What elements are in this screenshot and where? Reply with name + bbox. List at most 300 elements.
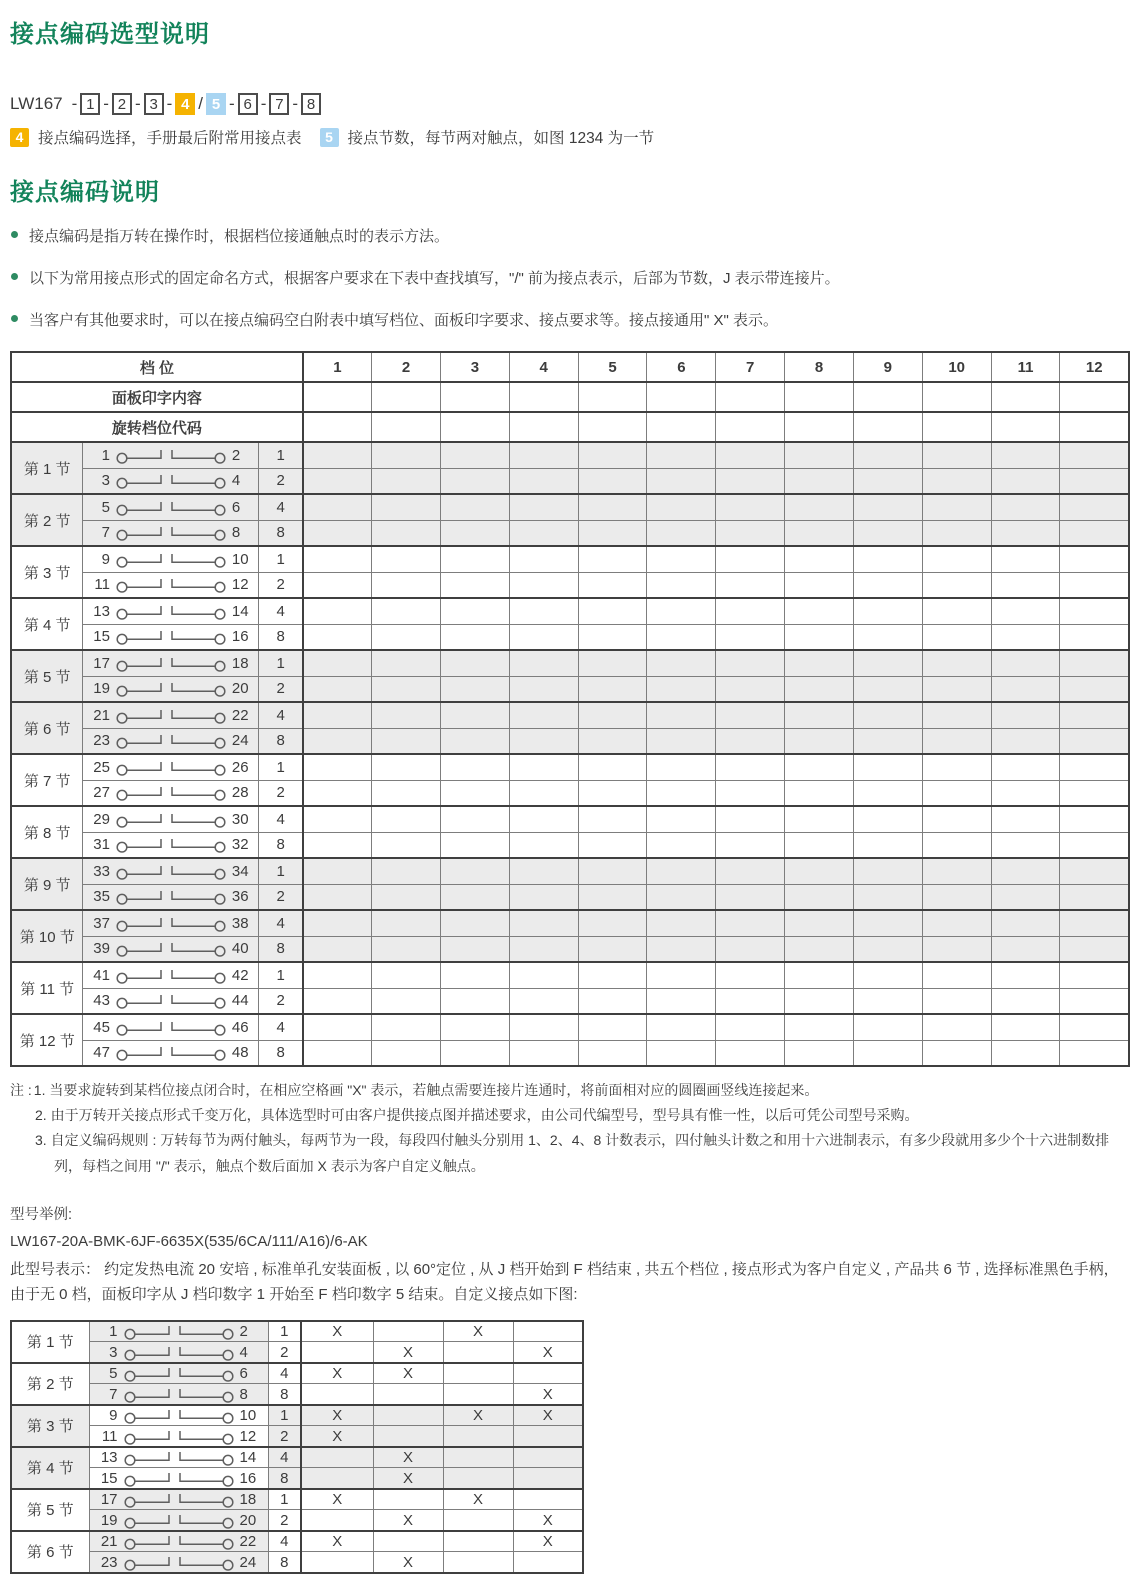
rotary-code-cell [991, 412, 1060, 442]
model-field-box-6: 6 [238, 93, 258, 115]
contact-count-code-cell: 2 [259, 468, 303, 494]
gear-cell [301, 1342, 373, 1363]
section-label: 第 12 节 [11, 1014, 83, 1066]
contact-diagram-cell [89, 1384, 268, 1405]
gear-cell [440, 910, 509, 936]
contact-diagram [83, 992, 258, 1009]
rotary-code-cell [440, 412, 509, 442]
gear-column-header: 7 [716, 352, 785, 382]
gear-cell [853, 520, 922, 546]
gear-cell [509, 780, 578, 806]
terminal-left: 35 [93, 888, 110, 906]
section-label: 第 8 节 [11, 806, 83, 858]
gear-cell [440, 546, 509, 572]
gear-cell [716, 780, 785, 806]
gear-cell [647, 598, 716, 624]
gear-cell [372, 780, 441, 806]
gear-cell [922, 650, 991, 676]
model-field-box-7: 7 [269, 93, 289, 115]
contact-diagram [90, 1554, 268, 1571]
gear-cell [372, 442, 441, 468]
gear-cell [1060, 598, 1129, 624]
contact-symbol-icon [123, 1386, 235, 1403]
rotary-code-cell [578, 412, 647, 442]
gear-cell [578, 520, 647, 546]
rotary-code-cell [922, 412, 991, 442]
gear-cell [922, 936, 991, 962]
contact-symbol-icon [115, 551, 227, 568]
gear-cell [509, 468, 578, 494]
print-cell [372, 382, 441, 412]
gear-cell [509, 910, 578, 936]
terminal-right: 48 [231, 1044, 249, 1062]
gear-cell [991, 546, 1060, 572]
gear-cell [853, 676, 922, 702]
terminal-left: 15 [100, 1469, 118, 1487]
contact-diagram [83, 1044, 258, 1061]
contact-diagram-cell [83, 884, 259, 910]
gear-cell [922, 702, 991, 728]
contact-count-code-cell: 8 [268, 1384, 301, 1405]
gear-cell [513, 1447, 583, 1468]
terminal-right: 12 [239, 1427, 257, 1445]
terminal-left: 45 [93, 1018, 110, 1036]
contact-count-code-cell: 4 [268, 1363, 301, 1384]
print-cell [785, 382, 854, 412]
rotary-code-cell [1060, 412, 1129, 442]
model-separator: - [103, 94, 109, 113]
gear-cell: X [373, 1552, 443, 1573]
gear-cell [853, 728, 922, 754]
terminal-right: 24 [231, 732, 249, 750]
page-title: 接点编码选型说明 [10, 21, 210, 48]
gear-cell [303, 442, 372, 468]
gear-cell [440, 806, 509, 832]
gear-cell [991, 936, 1060, 962]
gear-cell [922, 442, 991, 468]
gear-cell [1060, 754, 1129, 780]
print-cell [991, 382, 1060, 412]
model-field-box-1: 1 [80, 93, 100, 115]
gear-cell: X [301, 1426, 373, 1447]
contact-code-table [10, 351, 1130, 1067]
section-label: 第 6 节 [11, 1531, 89, 1573]
gear-cell [785, 728, 854, 754]
terminal-left: 25 [93, 758, 110, 776]
gear-cell [578, 546, 647, 572]
gear-cell [1060, 936, 1129, 962]
contact-count-code-cell: 2 [259, 676, 303, 702]
contact-diagram-cell [83, 780, 259, 806]
terminal-left: 37 [93, 914, 110, 932]
terminal-right: 2 [239, 1323, 248, 1341]
contact-symbol-icon [115, 603, 227, 620]
gear-cell [303, 494, 372, 520]
legend-row [10, 126, 1130, 148]
gear-cell [513, 1321, 583, 1342]
note-line [10, 1078, 1130, 1103]
gear-cell [372, 1040, 441, 1066]
contact-diagram [90, 1365, 268, 1382]
gear-cell [303, 572, 372, 598]
contact-diagram-cell [89, 1405, 268, 1426]
gear-cell [301, 1552, 373, 1573]
model-separator: / [198, 94, 204, 113]
gear-cell [372, 988, 441, 1014]
section-label: 第 4 节 [11, 598, 83, 650]
gear-cell [853, 962, 922, 988]
gear-cell [372, 832, 441, 858]
rotary-code-cell [509, 412, 578, 442]
gear-cell [443, 1363, 513, 1384]
gear-cell [578, 754, 647, 780]
print-cell [303, 382, 372, 412]
gear-cell [716, 988, 785, 1014]
model-separator: - [260, 94, 267, 113]
gear-cell [785, 572, 854, 598]
contact-diagram-cell [83, 1014, 259, 1040]
contact-diagram [90, 1386, 268, 1403]
gear-cell [303, 806, 372, 832]
gear-cell [303, 676, 372, 702]
gear-cell [303, 884, 372, 910]
gear-cell [372, 962, 441, 988]
gear-cell: X [373, 1447, 443, 1468]
terminal-left: 19 [93, 680, 110, 698]
gear-cell [785, 754, 854, 780]
contact-diagram [83, 1019, 258, 1036]
gear-cell [922, 1014, 991, 1040]
gear-cell [1060, 1014, 1129, 1040]
gear-column-header: 6 [647, 352, 716, 382]
gear-cell [440, 468, 509, 494]
gear-cell [303, 962, 372, 988]
gear-cell [647, 468, 716, 494]
gear-cell [1060, 832, 1129, 858]
terminal-left: 19 [100, 1511, 118, 1529]
rotary-code-cell [785, 412, 854, 442]
gear-cell [578, 494, 647, 520]
print-cell [922, 382, 991, 412]
gear-cell [509, 546, 578, 572]
gear-cell [1060, 910, 1129, 936]
bullet-item [10, 225, 1130, 246]
terminal-right: 14 [239, 1449, 257, 1467]
gear-cell [1060, 1040, 1129, 1066]
gear-cell [578, 1014, 647, 1040]
gear-cell [440, 728, 509, 754]
gear-cell [303, 988, 372, 1014]
gear-cell [922, 1040, 991, 1066]
gear-cell [922, 832, 991, 858]
terminal-left: 5 [109, 1365, 118, 1383]
gear-cell [853, 910, 922, 936]
gear-cell [647, 806, 716, 832]
section-label: 第 6 节 [11, 702, 83, 754]
contact-diagram-cell [83, 988, 259, 1014]
gear-cell [785, 806, 854, 832]
section-label: 第 1 节 [11, 442, 83, 494]
gear-cell [991, 442, 1060, 468]
contact-symbol-icon [115, 576, 227, 593]
gear-cell [373, 1426, 443, 1447]
gear-cell [509, 624, 578, 650]
gear-cell [991, 962, 1060, 988]
contact-diagram-cell [89, 1489, 268, 1510]
contact-symbol-icon [115, 967, 227, 984]
rotary-code-cell [853, 412, 922, 442]
gear-cell [647, 754, 716, 780]
gear-cell [578, 468, 647, 494]
terminal-left: 23 [93, 732, 110, 750]
gear-cell [440, 988, 509, 1014]
rotary-code-cell [372, 412, 441, 442]
gear-cell [853, 754, 922, 780]
gear-cell [509, 962, 578, 988]
contact-count-code-cell: 2 [259, 884, 303, 910]
gear-cell [1060, 442, 1129, 468]
section-label: 第 2 节 [11, 494, 83, 546]
gear-cell [509, 1040, 578, 1066]
gear-column-header: 1 [303, 352, 372, 382]
gear-cell [716, 754, 785, 780]
terminal-left: 15 [93, 628, 110, 646]
terminal-right: 32 [231, 836, 249, 854]
gear-cell [922, 728, 991, 754]
gear-cell [647, 858, 716, 884]
gear-cell [716, 598, 785, 624]
terminal-right: 20 [239, 1511, 257, 1529]
gear-cell: X [443, 1405, 513, 1426]
terminal-right: 12 [231, 576, 249, 594]
gear-cell [440, 754, 509, 780]
rotary-code-cell [716, 412, 785, 442]
contact-diagram-cell [83, 650, 259, 676]
gear-cell: X [513, 1342, 583, 1363]
terminal-right: 44 [231, 992, 249, 1010]
gear-cell [440, 858, 509, 884]
gear-cell [647, 1040, 716, 1066]
gear-cell [509, 858, 578, 884]
contact-diagram [83, 759, 258, 776]
gear-cell [1060, 988, 1129, 1014]
contact-diagram [83, 551, 258, 568]
contact-symbol-icon [115, 732, 227, 749]
gear-cell [991, 624, 1060, 650]
terminal-right: 30 [231, 810, 249, 828]
terminal-right: 46 [231, 1018, 249, 1036]
gear-cell [372, 806, 441, 832]
gear-cell [303, 754, 372, 780]
terminal-left: 29 [93, 810, 110, 828]
gear-cell [991, 832, 1060, 858]
gear-cell [853, 468, 922, 494]
contact-count-code-cell: 8 [268, 1468, 301, 1489]
gear-cell [1060, 624, 1129, 650]
contact-diagram-cell [83, 962, 259, 988]
gear-cell [440, 442, 509, 468]
gear-cell [372, 546, 441, 572]
gear-cell [647, 650, 716, 676]
terminal-right: 2 [231, 446, 241, 464]
gear-cell: X [373, 1510, 443, 1531]
gear-cell [303, 858, 372, 884]
gear-cell [301, 1510, 373, 1531]
gear-cell [716, 806, 785, 832]
gear-cell: X [301, 1531, 373, 1552]
section-label: 第 9 节 [11, 858, 83, 910]
gear-cell [372, 936, 441, 962]
contact-diagram [90, 1449, 268, 1466]
contact-symbol-icon [123, 1428, 235, 1445]
gear-cell [785, 624, 854, 650]
gear-cell [647, 936, 716, 962]
gear-cell [785, 494, 854, 520]
gear-cell [647, 494, 716, 520]
contact-count-code-cell: 2 [259, 572, 303, 598]
contact-diagram [83, 732, 258, 749]
gear-cell [509, 988, 578, 1014]
gear-cell [922, 494, 991, 520]
contact-symbol-icon [115, 992, 227, 1009]
contact-diagram [83, 836, 258, 853]
print-cell [716, 382, 785, 412]
contact-symbol-icon [115, 707, 227, 724]
contact-diagram [90, 1407, 268, 1424]
contact-symbol-icon [115, 499, 227, 516]
contact-count-code-cell: 2 [268, 1426, 301, 1447]
gear-cell [440, 702, 509, 728]
print-cell [853, 382, 922, 412]
gear-cell [509, 598, 578, 624]
gear-cell [785, 832, 854, 858]
terminal-left: 27 [93, 784, 110, 802]
contact-count-code-cell: 2 [259, 988, 303, 1014]
contact-symbol-icon [115, 524, 227, 541]
contact-symbol-icon [123, 1512, 235, 1529]
gear-cell [922, 884, 991, 910]
gear-cell [716, 676, 785, 702]
contact-diagram [83, 863, 258, 880]
contact-diagram-cell [83, 520, 259, 546]
contact-diagram-cell [83, 1040, 259, 1066]
gear-cell [922, 546, 991, 572]
terminal-right: 10 [239, 1407, 257, 1425]
gear-cell [513, 1489, 583, 1510]
gear-cell [578, 442, 647, 468]
terminal-left: 13 [93, 602, 110, 620]
gear-cell [578, 728, 647, 754]
section-title: 接点编码说明 [10, 179, 160, 206]
contact-count-code-cell: 2 [259, 780, 303, 806]
example-description: 此型号表示： 约定发热电流 20 安培 , 标准单孔安装面板 , 以 60°定位 , 从 J 档开始到 F 档结束 , 共五个档位 , 接点形式为客户自定义 , 产品共 6 节 , 选择标准黑色手柄，由于无 0 档，面板印字从 J 档印数字 1 开始至 F 档印数字 5 结束。自定义接点如下图: [10, 1260, 1119, 1304]
terminal-left: 9 [109, 1407, 118, 1425]
contact-symbol-icon [115, 1019, 227, 1036]
gear-cell [991, 1014, 1060, 1040]
contact-count-code-cell: 4 [259, 598, 303, 624]
contact-symbol-icon [115, 447, 227, 464]
section-label: 第 11 节 [11, 962, 83, 1014]
contact-count-code-cell: 1 [259, 962, 303, 988]
gear-cell [303, 780, 372, 806]
gear-cell: X [443, 1489, 513, 1510]
gear-cell [578, 598, 647, 624]
contact-diagram-cell [89, 1426, 268, 1447]
gear-cell [716, 546, 785, 572]
gear-cell [716, 728, 785, 754]
gear-cell [372, 468, 441, 494]
gear-cell [853, 442, 922, 468]
gear-cell [440, 494, 509, 520]
terminal-left: 11 [101, 1427, 118, 1445]
gear-cell: X [513, 1384, 583, 1405]
terminal-right: 6 [231, 498, 241, 516]
gear-cell [578, 910, 647, 936]
gear-cell: X [513, 1531, 583, 1552]
contact-symbol-icon [115, 655, 227, 672]
gear-cell: X [513, 1510, 583, 1531]
gear-cell [303, 650, 372, 676]
custom-contact-table-wrap [10, 1320, 1130, 1574]
gear-cell [785, 962, 854, 988]
gear-cell: X [513, 1405, 583, 1426]
terminal-left: 5 [101, 498, 110, 516]
contact-diagram-cell [83, 910, 259, 936]
gear-cell [647, 676, 716, 702]
note-label: 注 : [10, 1082, 32, 1098]
terminal-right: 42 [231, 966, 249, 984]
contact-count-code-cell: 1 [268, 1489, 301, 1510]
example-block [10, 1203, 1130, 1308]
gear-cell [440, 520, 509, 546]
gear-cell [785, 702, 854, 728]
gear-cell [991, 988, 1060, 1014]
contact-diagram-cell [83, 442, 259, 468]
section-label: 第 1 节 [11, 1321, 89, 1363]
gear-cell [509, 754, 578, 780]
gear-cell [372, 572, 441, 598]
gear-cell [440, 650, 509, 676]
contact-count-code-cell: 1 [259, 858, 303, 884]
contact-symbol-icon [115, 1044, 227, 1061]
contact-diagram-cell [83, 624, 259, 650]
gear-cell [1060, 858, 1129, 884]
gear-cell [785, 676, 854, 702]
terminal-right: 4 [239, 1343, 248, 1361]
gear-cell [647, 832, 716, 858]
terminal-left: 9 [101, 550, 110, 568]
print-cell [509, 382, 578, 412]
rotary-code-cell [647, 412, 716, 442]
contact-diagram [90, 1344, 268, 1361]
contact-symbol-icon [123, 1533, 235, 1550]
example-label: 型号举例: [10, 1206, 73, 1223]
gear-cell [716, 624, 785, 650]
gear-cell [647, 572, 716, 598]
terminal-right: 38 [231, 914, 249, 932]
contact-diagram-cell [83, 806, 259, 832]
gear-cell [991, 520, 1060, 546]
gear-cell [509, 676, 578, 702]
terminal-left: 11 [94, 576, 110, 594]
gear-cell [785, 546, 854, 572]
contact-diagram [90, 1323, 268, 1340]
contact-diagram [83, 811, 258, 828]
model-field-box-5: 5 [206, 93, 226, 115]
gear-cell [716, 520, 785, 546]
legend-5-text: 接点节数，每节两对触点，如图 1234 为一节 [347, 130, 655, 147]
gear-cell [509, 442, 578, 468]
